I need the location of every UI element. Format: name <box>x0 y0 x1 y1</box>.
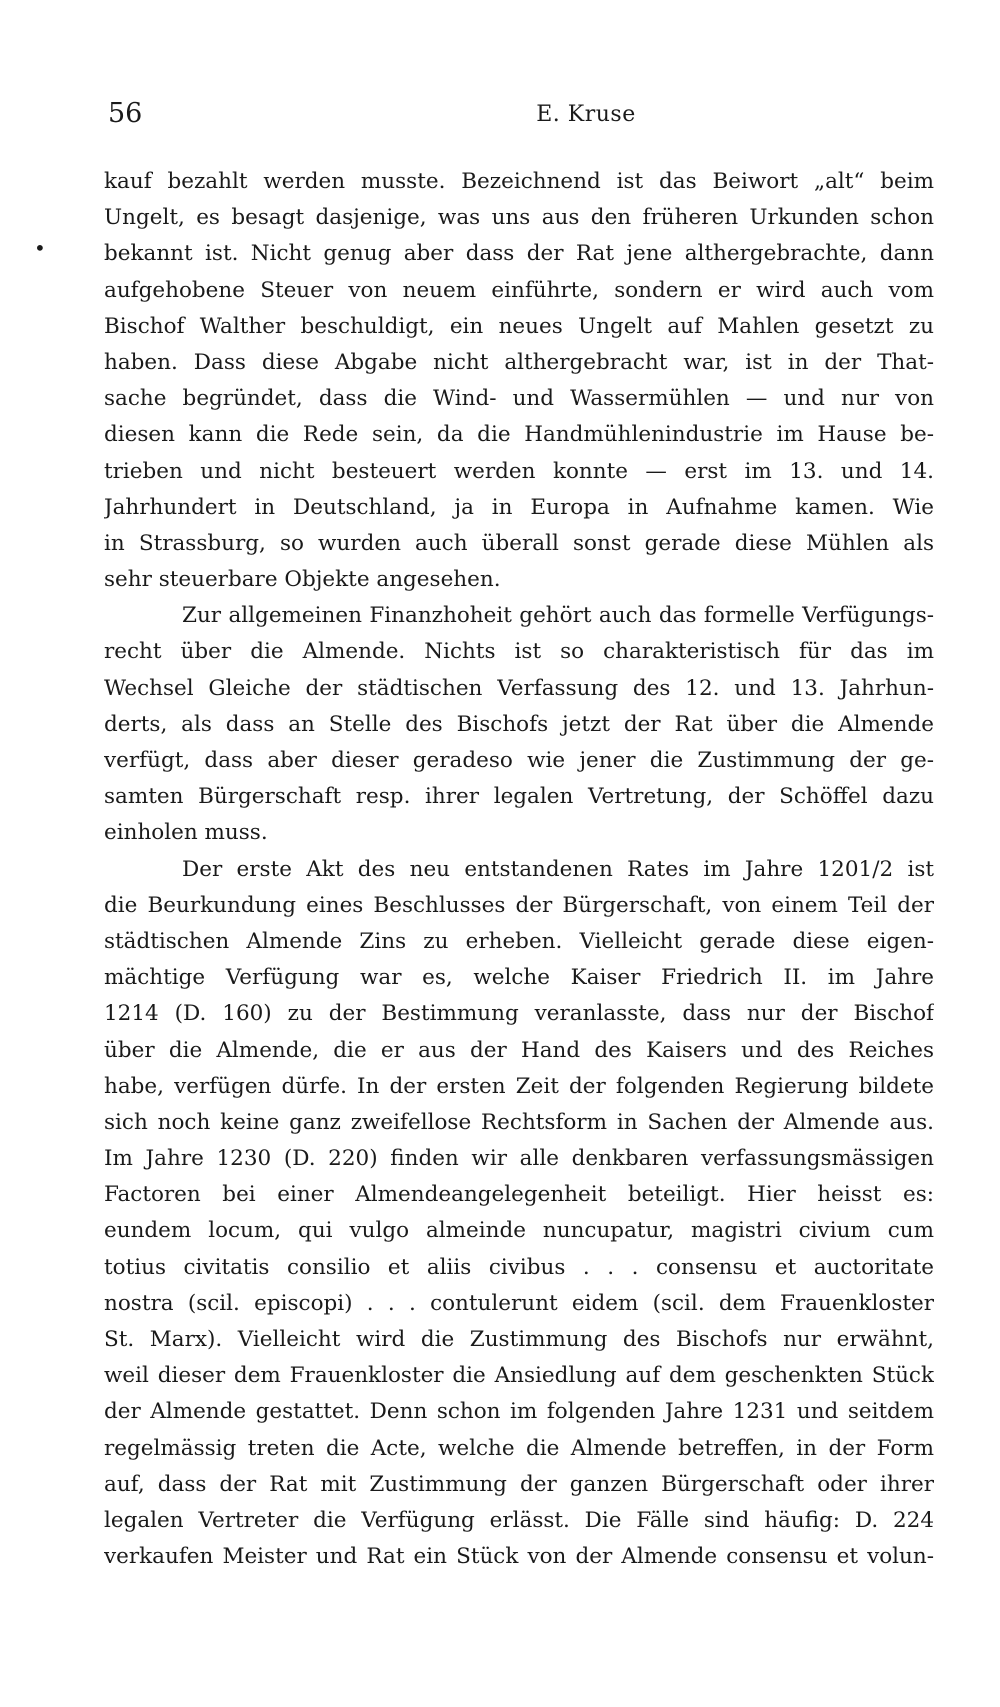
text-line: recht über die Almende. Nichts ist so charakteristisch für das im <box>104 639 934 665</box>
text-line: habe, verfügen dürfe. In der ersten Zeit der folgenden Regierung bildete <box>104 1073 934 1099</box>
text-line: diesen kann die Rede sein, da die Handmühlenindustrie im Hause be- <box>104 422 934 448</box>
text-line: sache begründet, dass die Wind- und Wassermühlen — und nur von <box>104 386 934 412</box>
paragraph-end-line: sehr steuerbare Objekte angesehen. <box>104 567 501 593</box>
text-line: nostra (scil. episcopi) . . . contulerunt eidem (scil. dem Frauenkloster <box>104 1290 934 1316</box>
text-line: über die Almende, die er aus der Hand des Kaisers und des Reiches <box>104 1037 934 1063</box>
text-line: Jahrhundert in Deutschland, ja in Europa in Aufnahme kamen. Wie <box>104 494 934 520</box>
text-line: verkaufen Meister und Rat ein Stück von der Almende consensu et volun- <box>104 1544 934 1570</box>
text-line: samten Bürgerschaft resp. ihrer legalen Vertretung, der Schöffel dazu <box>104 784 934 810</box>
text-line: kauf bezahlt werden musste. Bezeichnend ist das Beiwort „alt“ beim <box>104 169 934 194</box>
text-line: Factoren bei einer Almendeangelegenheit beteiligt. Hier heisst es: <box>104 1182 934 1208</box>
margin-dot-mark: • <box>34 236 46 260</box>
text-line: die Beurkundung eines Beschlusses der Bürgerschaft, von einem Teil der <box>104 892 934 918</box>
paragraph-start-line: Der erste Akt des neu entstandenen Rates im Jahre 1201/2 ist <box>182 856 934 882</box>
text-line: Wechsel Gleiche der städtischen Verfassung des 12. und 13. Jahrhun- <box>104 675 934 701</box>
text-line: derts, als dass an Stelle des Bischofs jetzt der Rat über die Almende <box>104 711 934 737</box>
text-line: Im Jahre 1230 (D. 220) finden wir alle denkbaren verfassungsmässigen <box>104 1146 934 1172</box>
text-line: Bischof Walther beschuldigt, ein neues Ungelt auf Mahlen gesetzt zu <box>104 313 934 339</box>
text-line: regelmässig treten die Acte, welche die Almende betreffen, in der Form <box>104 1435 934 1461</box>
running-head: E. Kruse <box>536 102 636 127</box>
text-line: eundem locum, qui vulgo almeinde nuncupatur, magistri civium cum <box>104 1218 934 1244</box>
text-line: haben. Dass diese Abgabe nicht althergebracht war, ist in der That- <box>104 349 934 375</box>
text-line: mächtige Verfügung war es, welche Kaiser Friedrich II. im Jahre <box>104 965 934 991</box>
text-line: legalen Vertreter die Verfügung erlässt. Die Fälle sind häufig: D. 224 <box>104 1507 934 1533</box>
text-line: totius civitatis consilio et aliis civibus . . . consensu et auctoritate <box>104 1254 934 1280</box>
text-line: trieben und nicht besteuert werden konnte — erst im 13. und 14. <box>104 458 934 484</box>
text-line: 1214 (D. 160) zu der Bestimmung veranlasste, dass nur der Bischof <box>104 1001 934 1027</box>
text-line: weil dieser dem Frauenkloster die Ansiedlung auf dem geschenkten Stück <box>104 1363 934 1389</box>
text-line: Ungelt, es besagt dasjenige, was uns aus den früheren Urkunden schon <box>104 205 934 231</box>
paragraph-start-line: Zur allgemeinen Finanzhoheit gehört auch das formelle Verfügungs- <box>182 603 934 629</box>
text-line: bekannt ist. Nicht genug aber dass der Rat jene althergebrachte, dann <box>104 241 934 267</box>
text-line: städtischen Almende Zins zu erheben. Vielleicht gerade diese eigen- <box>104 928 934 954</box>
text-line: auf, dass der Rat mit Zustimmung der ganzen Bürgerschaft oder ihrer <box>104 1471 934 1497</box>
text-line: verfügt, dass aber dieser geradeso wie jener die Zustimmung der ge- <box>104 748 934 773</box>
page-header <box>108 98 936 134</box>
text-line: sich noch keine ganz zweifellose Rechtsform in Sachen der Almende aus. <box>104 1109 934 1135</box>
text-line: aufgehobene Steuer von neuem einführte, sondern er wird auch vom <box>104 277 934 303</box>
text-line: der Almende gestattet. Denn schon im folgenden Jahre 1231 und seitdem <box>104 1399 934 1425</box>
paragraph-end-line: einholen muss. <box>104 820 268 846</box>
text-line: in Strassburg, so wurden auch überall sonst gerade diese Mühlen als <box>104 530 934 556</box>
body-text <box>104 164 934 1575</box>
text-line: St. Marx). Vielleicht wird die Zustimmung des Bischofs nur erwähnt, <box>104 1327 934 1352</box>
page-number: 56 <box>108 98 143 129</box>
